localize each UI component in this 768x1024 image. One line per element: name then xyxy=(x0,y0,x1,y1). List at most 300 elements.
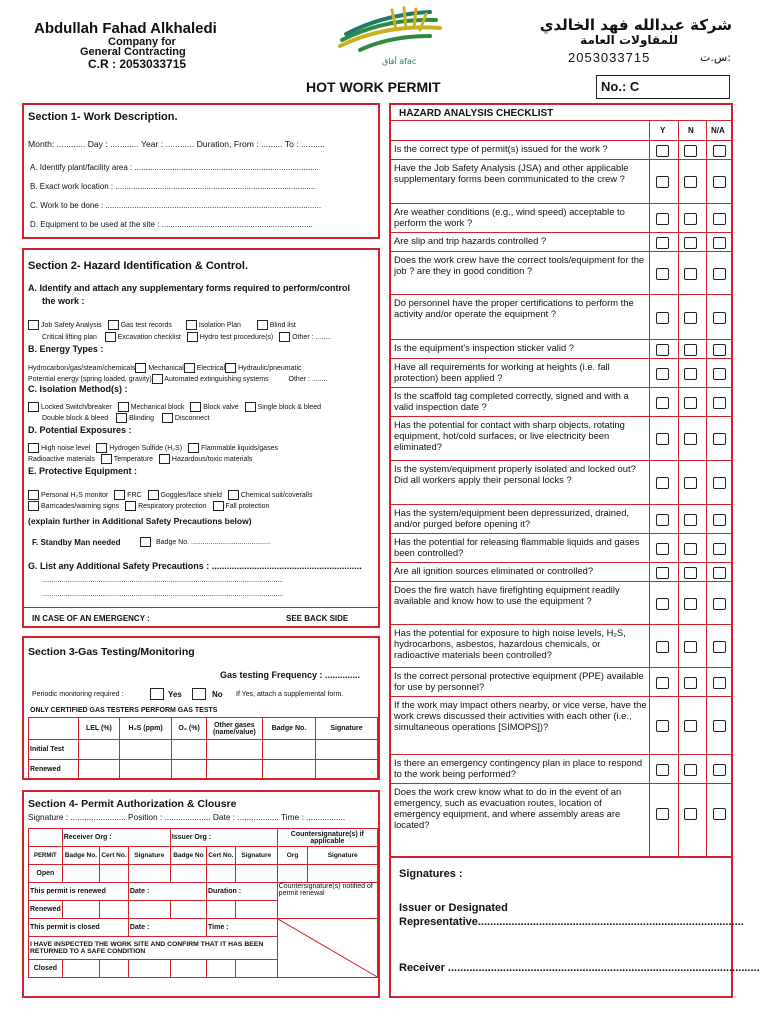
hazard-checkbox-no[interactable] xyxy=(684,567,697,579)
hazard-checkbox-no[interactable] xyxy=(684,598,697,610)
section1-item-d[interactable]: D. Equipment to be used at the site : .................................................................... xyxy=(30,220,313,229)
hazard-checkbox-yes[interactable] xyxy=(656,514,669,526)
hazard-row-divider xyxy=(391,460,731,461)
hazard-question: Is the correct personal protective equipment (PPE) available for use by personnel? xyxy=(394,670,644,692)
hazard-checkbox-yes[interactable] xyxy=(656,344,669,356)
periodic-no-label: No xyxy=(212,690,223,699)
col-n: N xyxy=(688,126,694,135)
hazard-question: Has the potential for releasing flammable liquids and gases been controlled? xyxy=(394,536,640,558)
col-divider-y xyxy=(678,120,679,856)
hazard-question: Is there an emergency contingency plan in place to respond to the work being performed? xyxy=(394,757,643,779)
hazard-question: Are weather conditions (e.g., wind speed) acceptable to perform the work ? xyxy=(394,206,625,228)
table-row xyxy=(29,865,378,883)
section1-item-a[interactable]: A. Identify plant/facility area : ................................................................................... xyxy=(30,163,319,172)
company-name-en: Abdullah Fahad Alkhaledi xyxy=(34,20,217,37)
gas-col-h2s: H₂S (ppm) xyxy=(119,718,172,740)
header xyxy=(0,0,768,72)
s2-divider xyxy=(24,607,378,608)
hazard-row-divider xyxy=(391,504,731,505)
s2-d-row2 xyxy=(28,454,252,464)
auth-cell[interactable] xyxy=(100,901,129,919)
hazard-checkbox-na[interactable] xyxy=(713,477,726,489)
auth-cell[interactable] xyxy=(100,865,129,883)
hazard-checkbox-na[interactable] xyxy=(713,213,726,225)
label-other-a: Other : ........ xyxy=(292,333,332,341)
checkbox-chem-suit[interactable] xyxy=(228,490,239,500)
checkbox-locked-switch[interactable] xyxy=(28,402,39,412)
checkbox-h2s[interactable] xyxy=(96,443,107,453)
gas-cell[interactable] xyxy=(262,760,315,780)
label-isolation-plan: Isolation Plan xyxy=(198,321,241,329)
checkbox-jsa[interactable] xyxy=(28,320,39,330)
checkbox-other-a[interactable] xyxy=(279,332,290,342)
s2-a-row1 xyxy=(28,320,378,330)
gas-frequency[interactable]: Gas testing Frequency : .............. xyxy=(220,670,361,680)
section2-title: Section 2- Hazard Identification & Control. xyxy=(28,260,249,272)
label-chem-suit: Chemical suit/coveralls xyxy=(240,491,313,499)
see-back-label: SEE BACK SIDE xyxy=(286,614,349,623)
auth-cell[interactable] xyxy=(128,959,170,977)
hazard-checkbox-yes[interactable] xyxy=(656,641,669,653)
gas-col-o2: O₂ (%) xyxy=(172,718,206,740)
s2-explain: (explain further in Additional Safety Precautions below) xyxy=(28,516,252,526)
hazard-checkbox-no[interactable] xyxy=(684,514,697,526)
label-other-b: Other : ........ xyxy=(288,375,328,383)
hazard-checkbox-na[interactable] xyxy=(713,368,726,380)
auth-cell[interactable] xyxy=(62,901,99,919)
label-single-block: Single block & bleed xyxy=(257,403,322,411)
s2-b-label: B. Energy Types : xyxy=(28,344,104,354)
hazard-checkbox-no[interactable] xyxy=(684,641,697,653)
label-blinding: Blinding xyxy=(129,414,154,422)
auth-cell[interactable] xyxy=(128,865,170,883)
hazard-checkbox-no[interactable] xyxy=(684,145,697,157)
s2-c-row1 xyxy=(28,402,380,412)
label-block-valve: Block valve xyxy=(203,403,239,411)
auth-cell[interactable] xyxy=(308,865,378,883)
hazard-checklist-box xyxy=(389,103,733,858)
s2-g-line1[interactable]: ............................................................................................................................ xyxy=(42,577,284,584)
table-row xyxy=(29,740,378,760)
hazard-question: Have all requirements for working at heights (i.e. fall protection) been applied ? xyxy=(394,361,610,383)
sub-sig-i: Signature xyxy=(235,847,277,865)
hazard-checkbox-no[interactable] xyxy=(684,213,697,225)
label-critical-lifting: Critical lifting plan xyxy=(42,333,97,341)
col-na: N/A xyxy=(711,126,725,135)
checkbox-flammable[interactable] xyxy=(188,443,199,453)
checkbox-goggles[interactable] xyxy=(148,490,159,500)
gas-cell[interactable] xyxy=(206,760,262,780)
hazard-checkbox-yes[interactable] xyxy=(656,213,669,225)
label-high-noise: High noise level xyxy=(40,444,91,452)
hazard-question: Are all ignition sources eliminated or controlled? xyxy=(394,565,594,576)
checkbox-periodic-yes[interactable] xyxy=(150,688,164,700)
row-open: Open xyxy=(29,865,63,883)
closed-text: This permit is closed xyxy=(29,919,129,937)
s2-d-label: D. Potential Exposures : xyxy=(28,425,132,435)
hazard-question: Is the correct type of permit(s) issued for the work ? xyxy=(394,143,608,154)
checkbox-respiratory[interactable] xyxy=(125,501,136,511)
label-excavation: Excavation checklist xyxy=(117,333,181,341)
checkbox-block-valve[interactable] xyxy=(190,402,201,412)
hazard-row-divider xyxy=(391,159,731,160)
hazard-checkbox-yes[interactable] xyxy=(656,268,669,280)
auth-cell[interactable] xyxy=(128,901,170,919)
hazard-checkbox-no[interactable] xyxy=(684,368,697,380)
label-mechanical: Mechanical xyxy=(148,364,184,372)
hazard-checkbox-na[interactable] xyxy=(713,145,726,157)
company-name-ar-2: للمقاولات العامة xyxy=(580,33,678,47)
section1-item-c[interactable]: C. Work to be done : ................................................................................................. xyxy=(30,201,322,210)
hazard-checkbox-na[interactable] xyxy=(713,237,726,249)
hazard-checkbox-no[interactable] xyxy=(684,397,697,409)
hazard-checkbox-yes[interactable] xyxy=(656,477,669,489)
emergency-label: IN CASE OF AN EMERGENCY : xyxy=(32,614,150,623)
cr-number-ar: 2053033715 xyxy=(568,50,651,65)
label-h2s-monitor: Personal H₂S monitor xyxy=(40,491,109,499)
permit-number-box[interactable] xyxy=(596,75,730,99)
hazard-checkbox-na[interactable] xyxy=(713,764,726,776)
checkbox-h2s-monitor[interactable] xyxy=(28,490,39,500)
hazard-question: If the work may impact others nearby, or vice verse, have the work crews discussed their activities with each other (i.e., simultaneous operations [SIMOPS])? xyxy=(394,699,647,732)
sub-permit: PERMIT xyxy=(29,847,63,865)
hazard-checkbox-yes[interactable] xyxy=(656,368,669,380)
hazard-checkbox-na[interactable] xyxy=(713,397,726,409)
table-row xyxy=(29,760,378,780)
label-flammable: Flammable liquids/gases xyxy=(200,444,278,452)
hazard-checkbox-yes[interactable] xyxy=(656,145,669,157)
hazard-checkbox-yes[interactable] xyxy=(656,543,669,555)
hazard-checkbox-na[interactable] xyxy=(713,567,726,579)
checkbox-hydro-test[interactable] xyxy=(187,332,198,342)
label-double-block: Double block & bleed xyxy=(42,414,109,422)
sub-sig-r: Signature xyxy=(128,847,170,865)
receiver-org[interactable]: Receiver Org : xyxy=(62,829,170,847)
signatures-label: Signatures : xyxy=(399,868,463,880)
hazard-checkbox-yes[interactable] xyxy=(656,720,669,732)
hazard-checkbox-na[interactable] xyxy=(713,808,726,820)
hazard-row-divider xyxy=(391,533,731,534)
gas-cell[interactable] xyxy=(316,760,378,780)
s2-f-badge[interactable]: Badge No. ......................................... xyxy=(156,539,271,546)
hazard-checkbox-no[interactable] xyxy=(684,237,697,249)
s2-g-label[interactable]: G. List any Additional Safety Precautions : ............................................................ xyxy=(28,561,362,571)
hazard-checkbox-na[interactable] xyxy=(713,720,726,732)
s2-b-row2 xyxy=(28,374,380,384)
hazard-row-divider xyxy=(391,251,731,252)
countersig-renewal: Countersignature(s) notified of permit renewal xyxy=(277,883,377,919)
s2-a-label2: the work : xyxy=(42,296,85,306)
auth-cell[interactable] xyxy=(170,959,206,977)
hazard-question: Is the system/equipment properly isolated and locked out? Did all workers apply their personal locks ? xyxy=(394,463,636,485)
s2-c-label: C. Isolation Method(s) : xyxy=(28,384,128,394)
checkbox-fall[interactable] xyxy=(213,501,224,511)
section3-title: Section 3-Gas Testing/Monitoring xyxy=(28,646,195,658)
hazard-checkbox-yes[interactable] xyxy=(656,433,669,445)
hazard-row-divider xyxy=(391,387,731,388)
s2-e-label: E. Protective Equipment : xyxy=(28,466,138,476)
hazard-row-divider xyxy=(391,754,731,755)
label-blind-list: Blind list xyxy=(269,321,296,329)
hazard-question: Does the work crew have the correct tools/equipment for the job ? are they in good condition ? xyxy=(394,254,645,276)
auth-cell[interactable] xyxy=(170,865,206,883)
checkbox-blinding[interactable] xyxy=(116,413,127,423)
section4-sig-line[interactable]: Signature : ........................ Position : .................... Date : .................. Time : ................. xyxy=(28,812,346,822)
label-fall: Fall protection xyxy=(225,502,270,510)
company-name-ar: شركة عبدالله فهد الخالدي xyxy=(539,16,732,34)
hazard-checkbox-na[interactable] xyxy=(713,598,726,610)
gas-cell[interactable] xyxy=(119,740,172,760)
hazard-row-divider xyxy=(391,783,731,784)
hazard-checkbox-na[interactable] xyxy=(713,176,726,188)
s2-d-row1 xyxy=(28,443,278,453)
hazard-question: Are slip and trip hazards controlled ? xyxy=(394,235,547,246)
cr-number-en: C.R : 2053033715 xyxy=(88,57,187,71)
label-electrical: Electrical xyxy=(196,364,226,372)
s2-b-row1 xyxy=(28,363,380,373)
hazard-row-divider xyxy=(391,339,731,340)
section3-box xyxy=(22,636,380,780)
hazard-row-divider xyxy=(391,358,731,359)
authorization-table xyxy=(28,828,378,978)
hazard-checkbox-no[interactable] xyxy=(684,720,697,732)
auth-cell[interactable] xyxy=(207,959,236,977)
hazard-checkbox-no[interactable] xyxy=(684,543,697,555)
receiver-line[interactable]: Receiver ...................................................................................................... xyxy=(399,962,760,974)
section1-item-b[interactable]: B. Exact work location : .......................................................................................... xyxy=(30,182,316,191)
label-mech-block: Mechanical block xyxy=(130,403,185,411)
sub-org: Org xyxy=(277,847,308,865)
label-disconnect: Disconnect xyxy=(174,414,210,422)
hazard-row-divider xyxy=(391,581,731,582)
hazard-checkbox-na[interactable] xyxy=(713,677,726,689)
label-temperature: Temperature xyxy=(113,455,153,463)
company-name-en-2: Company for xyxy=(108,36,176,48)
permit-number-label: No.: C xyxy=(601,79,640,94)
sub-badge-r: Badge No. xyxy=(62,847,99,865)
hazard-row-divider xyxy=(391,140,731,141)
checkbox-gas-test-records[interactable] xyxy=(108,320,119,330)
checkbox-disconnect[interactable] xyxy=(162,413,173,423)
label-barricades: Barricades/warning signs xyxy=(40,502,120,510)
hazard-checkbox-no[interactable] xyxy=(684,176,697,188)
hazard-checkbox-no[interactable] xyxy=(684,344,697,356)
renewed-duration[interactable]: Duration : xyxy=(207,883,278,901)
hazard-question: Do personnel have the proper certifications to perform the activity and/or operate the equipment ? xyxy=(394,297,634,319)
closed-diagonal-cell xyxy=(277,919,377,978)
checkbox-mechanical[interactable] xyxy=(184,363,195,373)
gas-cell[interactable] xyxy=(79,760,120,780)
periodic-label: Periodic monitoring required : xyxy=(32,691,124,698)
sub-cert-r: Cert No. xyxy=(100,847,129,865)
label-hydraulic: Hydraulic/pneumatic xyxy=(238,364,302,372)
countersig-header: Countersignature(s) if applicable xyxy=(277,829,377,847)
hazard-title: HAZARD ANALYSIS CHECKLIST xyxy=(399,108,554,119)
hazard-checkbox-yes[interactable] xyxy=(656,598,669,610)
auth-cell[interactable] xyxy=(235,865,277,883)
logo-text: أفاق afac xyxy=(382,57,417,66)
certified-note: ONLY CERTIFIED GAS TESTERS PERFORM GAS TESTS xyxy=(30,707,218,714)
periodic-yes-label: Yes xyxy=(168,690,182,699)
hazard-checkbox-yes[interactable] xyxy=(656,176,669,188)
hazard-row-divider xyxy=(391,667,731,668)
auth-corner xyxy=(29,829,63,847)
periodic-if-yes: If Yes, attach a supplemental form. xyxy=(236,691,344,698)
auth-cell[interactable] xyxy=(62,865,99,883)
hazard-checkbox-no[interactable] xyxy=(684,268,697,280)
closed-time[interactable]: Time : xyxy=(207,919,278,937)
gas-cell[interactable] xyxy=(206,740,262,760)
hazard-header-line xyxy=(391,120,731,121)
s2-a-row2 xyxy=(42,332,382,342)
s2-e-row1 xyxy=(28,490,312,500)
checkbox-periodic-no[interactable] xyxy=(192,688,206,700)
auth-cell[interactable] xyxy=(277,865,308,883)
checkbox-standby[interactable] xyxy=(140,537,151,547)
auth-cell[interactable] xyxy=(235,959,277,977)
inspected-statement: I HAVE INSPECTED THE WORK SITE AND CONFIRM THAT IT HAS BEEN RETURNED TO A SAFE CONDITION xyxy=(29,937,278,959)
issuer-label: Issuer or Designated xyxy=(399,902,508,914)
hazard-question: Have the Job Safety Analysis (JSA) and other applicable supplementary forms been communicated to the crew ? xyxy=(394,162,629,184)
checkbox-isolation-plan[interactable] xyxy=(186,320,197,330)
hazard-checkbox-yes[interactable] xyxy=(656,677,669,689)
label-gas-test-records: Gas test records xyxy=(120,321,172,329)
closed-date[interactable]: Date : xyxy=(128,919,206,937)
hazard-checkbox-yes[interactable] xyxy=(656,567,669,579)
row-renewed: Renewed xyxy=(29,901,63,919)
hazard-checkbox-na[interactable] xyxy=(713,312,726,324)
hazard-checkbox-no[interactable] xyxy=(684,433,697,445)
s2-e-row2 xyxy=(28,501,269,511)
hazard-question: Is the equipment's inspection sticker valid ? xyxy=(394,342,575,353)
checkbox-mech-block[interactable] xyxy=(118,402,129,412)
sub-cert-i: Cert No. xyxy=(207,847,236,865)
hazard-checkbox-no[interactable] xyxy=(684,477,697,489)
hazard-checkbox-no[interactable] xyxy=(684,677,697,689)
hazard-checkbox-na[interactable] xyxy=(713,344,726,356)
gas-cell[interactable] xyxy=(262,740,315,760)
checkbox-high-noise[interactable] xyxy=(28,443,39,453)
s2-a-label: A. Identify and attach any supplementary forms required to perform/control xyxy=(28,283,351,293)
section2-box xyxy=(22,248,380,628)
auth-cell[interactable] xyxy=(207,901,236,919)
gas-cell[interactable] xyxy=(172,740,206,760)
hazard-checkbox-na[interactable] xyxy=(713,433,726,445)
gas-cell[interactable] xyxy=(316,740,378,760)
issuer-org[interactable]: Issuer Org : xyxy=(170,829,277,847)
hazard-checkbox-na[interactable] xyxy=(713,543,726,555)
issuer-representative-line[interactable]: Representative....................................................................................... xyxy=(399,916,744,928)
label-hazardous: Hazardous/toxic materials xyxy=(171,455,253,463)
checkbox-frc[interactable] xyxy=(114,490,125,500)
s2-f-label: F. Standby Man needed xyxy=(32,538,121,547)
col-divider-q xyxy=(649,120,650,856)
gas-row-renewed: Renewed xyxy=(29,760,79,780)
hazard-row-divider xyxy=(391,294,731,295)
label-locked-switch: Locked Switch/breaker xyxy=(40,403,112,411)
hazard-checkbox-na[interactable] xyxy=(713,268,726,280)
company-name-en-3: General Contracting xyxy=(80,46,186,58)
hazard-checkbox-na[interactable] xyxy=(713,514,726,526)
hazard-checkbox-no[interactable] xyxy=(684,312,697,324)
hazard-row-divider xyxy=(391,562,731,563)
hazard-question: Is the scaffold tag completed correctly, signed and with a valid inspection date ? xyxy=(394,390,629,412)
renewed-text: This permit is renewed xyxy=(29,883,129,901)
auth-cell[interactable] xyxy=(235,901,277,919)
gas-col-badge: Badge No. xyxy=(262,718,315,740)
label-potential-energy: Potential energy (spring loaded, gravity) xyxy=(28,375,152,383)
section1-date-line[interactable]: Month: ............ Day : ............ Year : ............ Duration, From : ......... To : .......... xyxy=(28,139,325,149)
gas-cell[interactable] xyxy=(172,760,206,780)
auth-cell[interactable] xyxy=(62,959,99,977)
checkbox-single-block[interactable] xyxy=(245,402,256,412)
section4-box xyxy=(22,790,380,998)
checkbox-temperature[interactable] xyxy=(101,454,112,464)
gas-cell[interactable] xyxy=(79,740,120,760)
hazard-checkbox-no[interactable] xyxy=(684,764,697,776)
label-goggles: Goggles/face shield xyxy=(160,491,222,499)
checkbox-electrical[interactable] xyxy=(225,363,236,373)
sub-badge-i: Badge No xyxy=(170,847,206,865)
checkbox-hydrocarbon[interactable] xyxy=(135,363,146,373)
signatures-box xyxy=(389,858,760,998)
hazard-question: Has the system/equipment been depressurized, drained, and/or purged before opening it? xyxy=(394,507,630,529)
hazard-checkbox-no[interactable] xyxy=(684,808,697,820)
hazard-checkbox-na[interactable] xyxy=(713,641,726,653)
label-hydro-test: Hydro test procedure(s) xyxy=(199,333,274,341)
checkbox-barricades[interactable] xyxy=(28,501,39,511)
row-closed: Closed xyxy=(29,959,63,977)
s2-g-line2[interactable]: ............................................................................................................................ xyxy=(42,591,284,598)
hazard-checkbox-yes[interactable] xyxy=(656,808,669,820)
checkbox-hazardous[interactable] xyxy=(159,454,170,464)
hazard-checkbox-yes[interactable] xyxy=(656,397,669,409)
hazard-row-divider xyxy=(391,232,731,233)
sub-sig-c: Signature xyxy=(308,847,378,865)
hazard-checkbox-yes[interactable] xyxy=(656,312,669,324)
auth-cell[interactable] xyxy=(170,901,206,919)
label-radioactive: Radioactive materials xyxy=(28,455,95,463)
page-title: HOT WORK PERMIT xyxy=(306,79,441,95)
gas-cell[interactable] xyxy=(119,760,172,780)
hazard-row-divider xyxy=(391,696,731,697)
gas-col-signature: Signature xyxy=(316,718,378,740)
label-hydrocarbon: Hydrocarbon/gas/steam/chemicals xyxy=(28,364,136,372)
hazard-checkbox-yes[interactable] xyxy=(656,764,669,776)
company-logo xyxy=(330,6,450,68)
label-respiratory: Respiratory protection xyxy=(138,502,207,510)
hazard-question: Does the work crew know what to do in the event of an emergency, such as evacuation routes, location of emergency equipment, and where assembly areas are located? xyxy=(394,786,622,830)
checkbox-potential-energy[interactable] xyxy=(152,374,163,384)
label-h2s: Hydrogen Sulfide (H₂S) xyxy=(109,444,183,452)
hazard-row-divider xyxy=(391,624,731,625)
section1-box xyxy=(22,103,380,239)
auth-cell[interactable] xyxy=(100,959,129,977)
checkbox-blind-list[interactable] xyxy=(257,320,268,330)
auth-cell[interactable] xyxy=(207,865,236,883)
gas-col-other: Other gases (name/value) xyxy=(206,718,262,740)
cr-label-ar: س.ت: xyxy=(700,51,731,64)
col-divider-n xyxy=(706,120,707,856)
gas-test-table xyxy=(28,717,378,780)
hazard-row-divider xyxy=(391,416,731,417)
section1-title: Section 1- Work Description. xyxy=(28,111,178,123)
s2-c-row2 xyxy=(42,413,210,423)
renewed-date[interactable]: Date : xyxy=(128,883,206,901)
checkbox-excavation[interactable] xyxy=(105,332,116,342)
gas-row-initial: Initial Test xyxy=(29,740,79,760)
hazard-checkbox-yes[interactable] xyxy=(656,237,669,249)
